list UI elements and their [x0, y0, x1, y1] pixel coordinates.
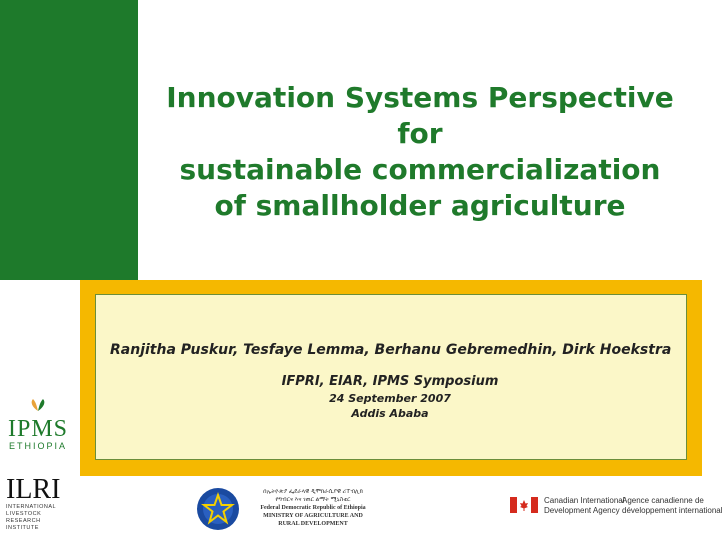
cida-fr-line-1: Agence canadienne de — [622, 496, 704, 505]
ethiopia-emblem-icon — [196, 487, 240, 531]
cida-en-line-1: Canadian International — [544, 496, 625, 505]
ilri-sub-3: INSTITUTE — [6, 525, 39, 531]
cida-french — [622, 496, 723, 516]
ipms-name: IPMS — [7, 416, 69, 442]
ministry-english-2: MINISTRY OF AGRICULTURE AND — [263, 513, 363, 519]
ipms-logo — [4, 398, 72, 451]
ilri-sub-2: LIVESTOCK RESEARCH — [6, 511, 42, 524]
ipms-sub: ETHIOPIA — [8, 441, 67, 451]
cida-english — [544, 496, 625, 516]
title-line-3: sustainable commercialization — [179, 153, 661, 186]
event-place: Addis Ababa — [351, 407, 429, 420]
green-side-bar — [0, 0, 138, 280]
authors: Ranjitha Puskur, Tesfaye Lemma, Berhanu Gebremedhin, Dirk Hoekstra — [110, 342, 672, 358]
cida-fr-line-2: développement international — [622, 506, 723, 515]
ministry-logo — [248, 488, 378, 528]
slide-title — [150, 80, 690, 224]
event-name: IFPRI, EIAR, IPMS Symposium — [281, 374, 499, 389]
ministry-english-1: Federal Democratic Republic of Ethiopia — [260, 505, 366, 511]
title-line-1: Innovation Systems Perspective — [166, 81, 674, 114]
ministry-amharic-1: በኢትዮጵያ ፌደራላዊ ዲሞክራሲያዊ ሪፐብሊክ — [263, 489, 363, 495]
title-line-2: for — [397, 117, 443, 150]
ilri-logo — [6, 476, 70, 532]
title-line-4: of smallholder agriculture — [214, 189, 626, 222]
cida-en-line-2: Development Agency — [544, 506, 620, 515]
ministry-english-3: RURAL DEVELOPMENT — [278, 521, 348, 527]
event-date: 24 September 2007 — [329, 392, 451, 405]
leaf-icon — [24, 398, 52, 412]
ilri-name: ILRI — [6, 474, 61, 505]
ministry-amharic-2: የግብርና እና ገጠር ልማት ሚኒስቴር — [275, 497, 351, 503]
canada-flag-icon — [510, 497, 538, 513]
ilri-sub-1: INTERNATIONAL — [6, 504, 57, 510]
